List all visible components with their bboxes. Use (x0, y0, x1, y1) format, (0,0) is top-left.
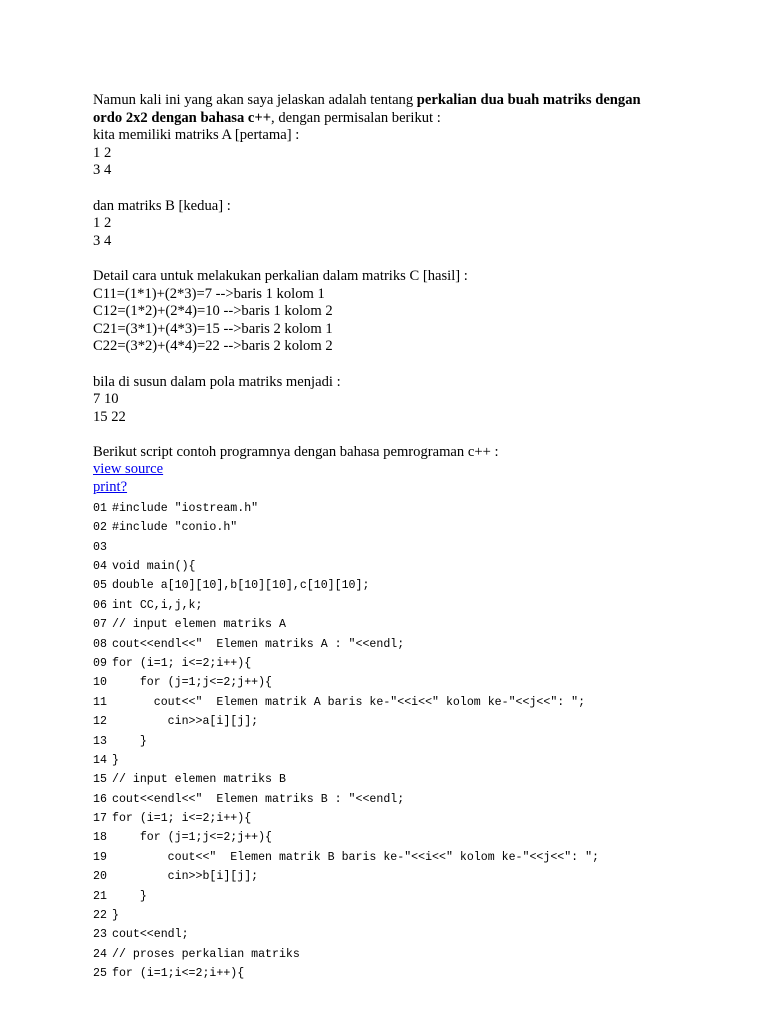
code-line (93, 712, 693, 731)
detail-line: C21=(3*1)+(4*3)=15 -->baris 2 kolom 1 (93, 320, 333, 337)
code-line (93, 673, 693, 692)
line-number: 07 (93, 618, 107, 632)
code-text: cout<<" Elemen matrik A baris ke-"<<i<<" kolom ke-"<<j<<": "; (112, 695, 586, 709)
code-line (93, 634, 693, 653)
code-text: for (j=1;j<=2;j++){ (112, 676, 273, 690)
view-source-link[interactable]: view source (93, 461, 164, 478)
result-row-1: 7 10 (93, 391, 119, 408)
line-number: 21 (93, 889, 107, 903)
intro-bold-1: perkalian dua buah matriks dengan (416, 92, 641, 108)
code-text: cout<<endl; (112, 928, 189, 942)
line-number: 18 (93, 831, 107, 845)
code-line (93, 867, 693, 886)
code-text: void main(){ (112, 560, 196, 574)
line-number: 22 (93, 909, 107, 923)
line-number: 25 (93, 967, 107, 981)
code-text: // input elemen matriks B (112, 773, 286, 787)
code-text: double a[10][10],b[10][10],c[10][10]; (112, 579, 370, 593)
matrix-a-row-2: 3 4 (93, 162, 112, 179)
code-text: for (i=1; i<=2;i++){ (112, 656, 252, 670)
line-number: 04 (93, 560, 107, 574)
code-line (93, 557, 693, 576)
code-line (93, 848, 693, 867)
matrix-b-label: dan matriks B [kedua] : (93, 197, 231, 214)
code-line (93, 693, 693, 712)
line-number: 16 (93, 792, 107, 806)
detail-line: C11=(1*1)+(2*3)=7 -->baris 1 kolom 1 (93, 285, 325, 302)
line-number: 10 (93, 676, 107, 690)
code-text: cout<<" Elemen matrik B baris ke-"<<i<<" kolom ke-"<<j<<": "; (112, 850, 600, 864)
detail-line: C12=(1*2)+(2*4)=10 -->baris 1 kolom 2 (93, 303, 333, 320)
code-line (93, 499, 693, 518)
matrix-b-row-2: 3 4 (93, 232, 112, 249)
line-number: 05 (93, 579, 107, 593)
code-line (93, 654, 693, 673)
code-line (93, 790, 693, 809)
code-line (93, 751, 693, 770)
code-line (93, 886, 693, 905)
code-line (93, 615, 693, 634)
intro-line-2 (93, 110, 693, 128)
code-line (93, 964, 693, 983)
line-number: 08 (93, 637, 107, 651)
line-number: 02 (93, 521, 107, 535)
line-number: 06 (93, 598, 107, 612)
line-number: 13 (93, 734, 107, 748)
code-line (93, 770, 693, 789)
code-text: cin>>a[i][j]; (112, 715, 259, 729)
matrix-a-row-1: 1 2 (93, 144, 112, 161)
line-number: 23 (93, 928, 107, 942)
code-text: cout<<endl<<" Elemen matriks A : "<<endl; (112, 637, 405, 651)
code-text: // input elemen matriks A (112, 618, 286, 632)
code-line (93, 596, 693, 615)
code-line (93, 537, 693, 556)
code-line (93, 906, 693, 925)
code-text: for (i=1;i<=2;i++){ (112, 967, 245, 981)
intro-bold-2: ordo 2x2 dengan bahasa c++ (93, 109, 272, 126)
matrix-a-label: kita memiliki matriks A [pertama] : (93, 127, 300, 144)
intro-line-1 (93, 92, 693, 110)
detail-label: Detail cara untuk melakukan perkalian dalam matriks C [hasil] : (93, 267, 468, 284)
code-text: } (112, 909, 119, 923)
code-text: } (112, 889, 147, 903)
code-line (93, 925, 693, 944)
line-number: 12 (93, 715, 107, 729)
matrix-b-row-1: 1 2 (93, 215, 112, 232)
code-line (93, 731, 693, 750)
code-text: cout<<endl<<" Elemen matriks B : "<<endl; (112, 792, 405, 806)
code-line (93, 809, 693, 828)
code-block (93, 499, 693, 984)
line-number: 14 (93, 753, 107, 767)
line-number: 15 (93, 773, 107, 787)
detail-line: C22=(3*2)+(4*4)=22 -->baris 2 kolom 2 (93, 338, 333, 355)
code-text: // proses perkalian matriks (112, 947, 300, 961)
line-number: 01 (93, 501, 107, 515)
line-number: 17 (93, 812, 107, 826)
code-line (93, 518, 693, 537)
script-label: Berikut script contoh programnya dengan bahasa pemrograman c++ : (93, 443, 499, 460)
code-text: cin>>b[i][j]; (112, 870, 259, 884)
line-number: 20 (93, 870, 107, 884)
print-link[interactable]: print? (93, 479, 128, 496)
line-number: 11 (93, 695, 107, 709)
code-text: #include "conio.h" (112, 521, 238, 535)
line-number: 09 (93, 656, 107, 670)
code-text: int CC,i,j,k; (112, 598, 203, 612)
code-line (93, 945, 693, 964)
result-label: bila di susun dalam pola matriks menjadi : (93, 373, 341, 390)
code-text: for (i=1; i<=2;i++){ (112, 812, 252, 826)
code-text: } (112, 753, 119, 767)
intro-prefix: Namun kali ini yang akan saya jelaskan adalah tentang (93, 92, 417, 108)
result-row-2: 15 22 (93, 408, 126, 425)
code-line (93, 828, 693, 847)
code-text: for (j=1;j<=2;j++){ (112, 831, 273, 845)
code-text: } (112, 734, 147, 748)
line-number: 03 (93, 540, 107, 554)
code-text: #include "iostream.h" (112, 501, 259, 515)
code-line (93, 576, 693, 595)
line-number: 24 (93, 947, 107, 961)
document-body (93, 92, 693, 983)
line-number: 19 (93, 850, 107, 864)
intro-suffix: , dengan permisalan berikut : (271, 109, 441, 126)
